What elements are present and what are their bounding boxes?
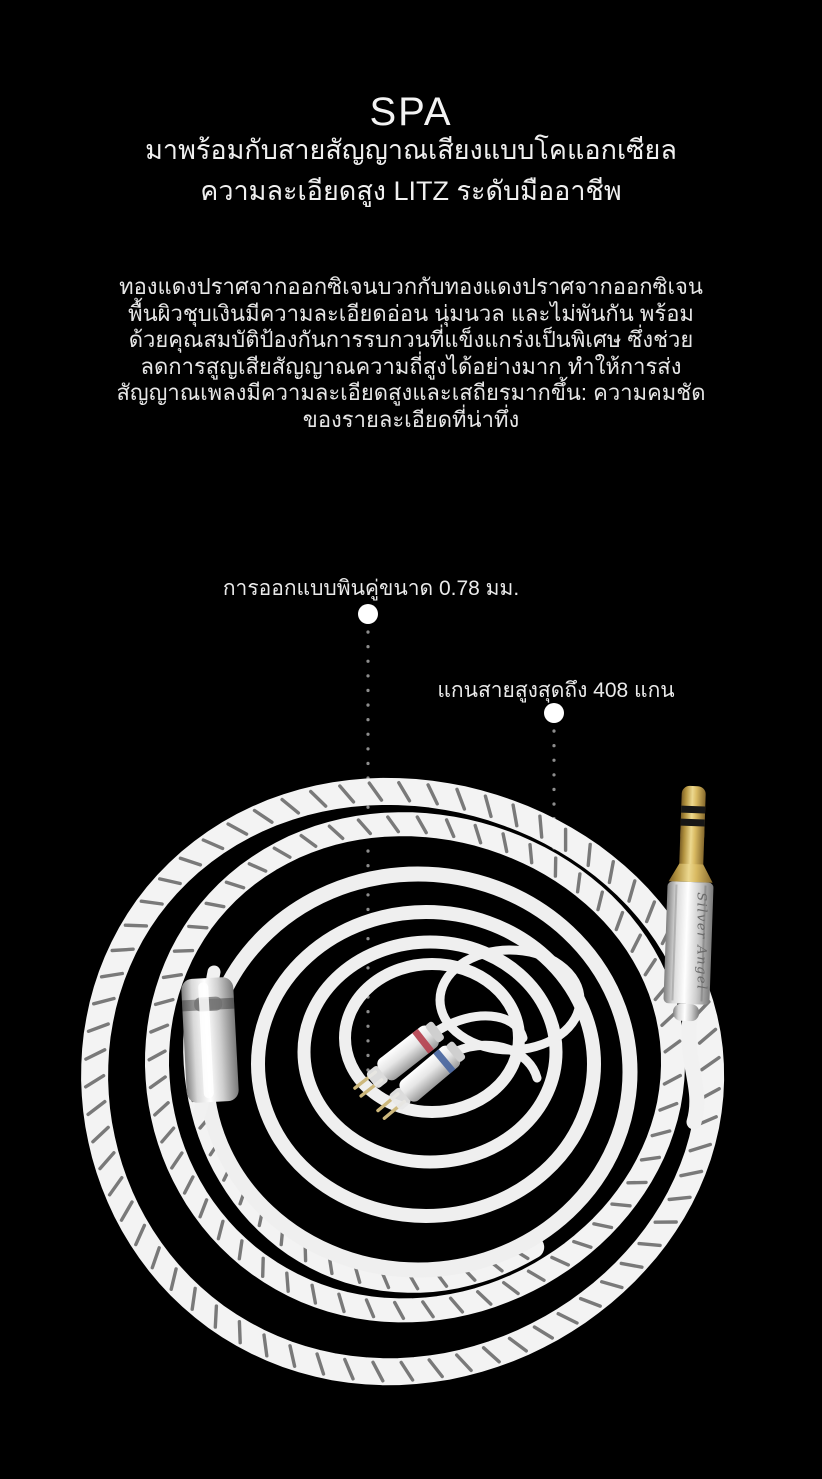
description-line: ด้วยคุณสมบัติป้องกันการรบกวนที่แข็งแกร่งเป็นพิเศษ ซึ่งช่วย: [128, 327, 694, 352]
audio-jack-3-5mm: [663, 785, 717, 1021]
left-connector-wire: [437, 1016, 523, 1038]
subtitle-line: มาพร้อมกับสายสัญญาณเสียงแบบโคแอกเซียล: [145, 135, 677, 165]
callout-pin-design-label: การออกแบบพินคู่ขนาด 0.78 มม.: [222, 577, 520, 600]
description-line: สัญญาณเพลงมีความละเอียดสูงและเสถียรมากขึ้น: ความคมชัด: [116, 380, 706, 405]
jack-insulator-ring: [681, 806, 705, 814]
jack-cable-segment: [689, 1018, 697, 1122]
description-line: ของรายละเอียดที่น่าทึ่ง: [302, 406, 520, 432]
description-line: ลดการสูญเสียสัญญาณความถี่สูงได้อย่างมาก ทำให้การส่ง: [140, 353, 682, 379]
page-title: SPA: [369, 90, 453, 134]
subtitle: [0, 130, 822, 212]
jack-engraving: Silver Angel: [693, 892, 709, 991]
description-paragraph: [0, 274, 822, 433]
callout-dot-1: [358, 604, 378, 624]
jack-insulator-ring: [681, 819, 705, 827]
description-line: พื้นผิวชุบเงินมีความละเอียดอ่อน นุ่มนวล และไม่พันกัน พร้อม: [128, 300, 694, 326]
jack-strain-relief: [673, 1003, 700, 1021]
callout-core-count-label: แกนสายสูงสุดถึง 408 แกน: [437, 679, 675, 702]
subtitle-line: ความละเอียดสูง LITZ ระดับมืออาชีพ: [200, 176, 622, 206]
cable-splitter-slider: [181, 977, 239, 1104]
description-line: ทองแดงปราศจากออกซิเจนบวกกับทองแดงปราศจากออกซิเจน: [119, 274, 703, 299]
jack-gold-collar: [669, 863, 714, 883]
